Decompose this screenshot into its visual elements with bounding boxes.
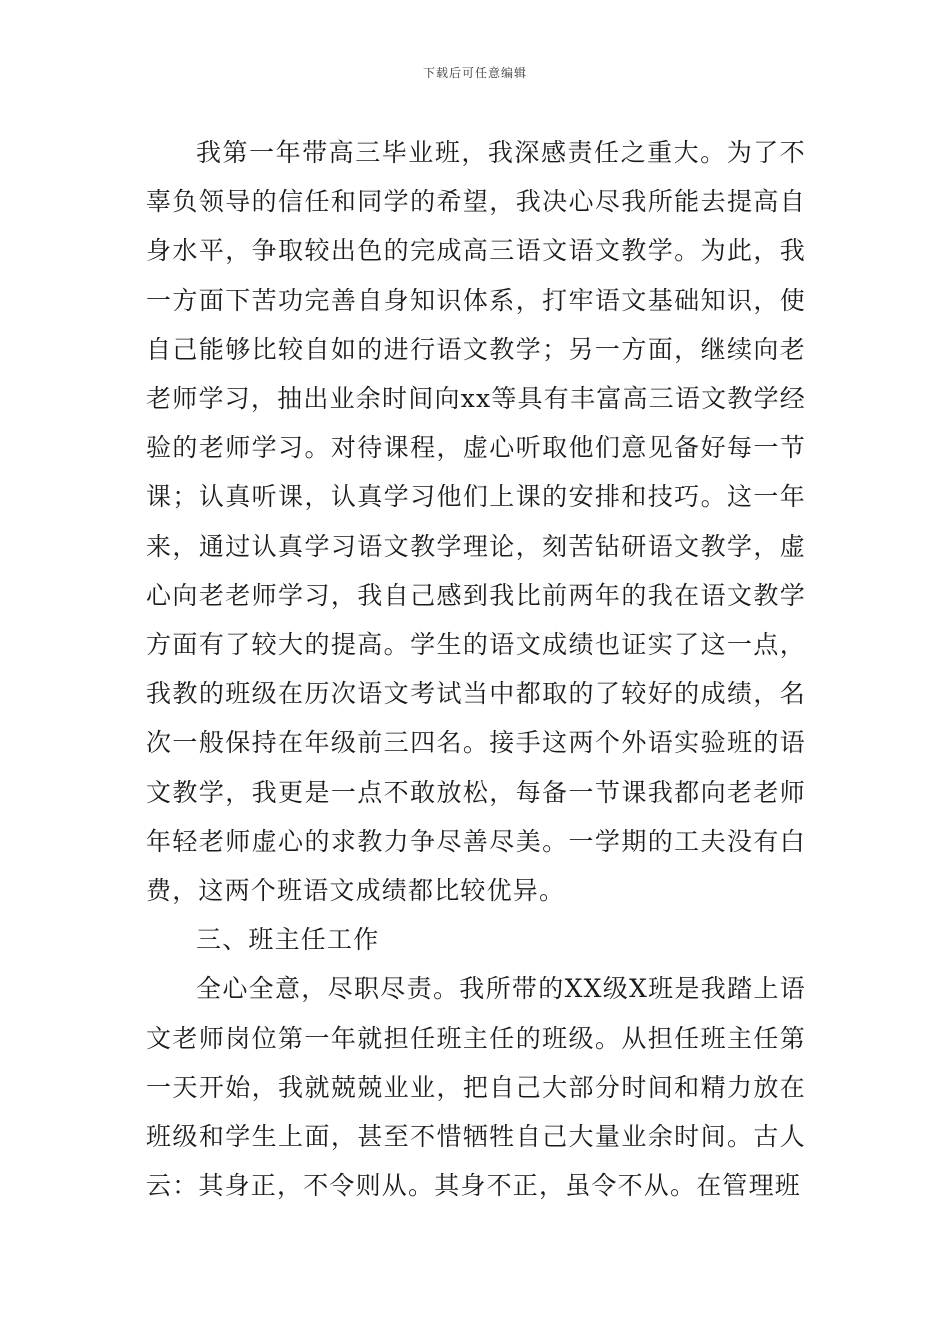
page-header-note: 下载后可任意编辑 bbox=[422, 66, 527, 80]
section-heading: 三、班主任工作 bbox=[196, 925, 380, 955]
document-body bbox=[146, 128, 806, 1210]
paragraph-class-teacher: 全心全意，尽职尽责。我所带的XX级X班是我踏上语文老师岗位第一年就担任班主任的班级。从担任班主任第一天开始，我就兢兢业业，把自己大部分时间和精力放在班级和学生上面，甚至不惜牺牲自己大量业余时间。古人云：其身正，不令则从。其身不正，虽令不从。在管理班 bbox=[146, 974, 806, 1201]
paragraph-teaching: 我第一年带高三毕业班，我深感责任之重大。为了不辜负领导的信任和同学的希望，我决心尽我所能去提高自身水平，争取较出色的完成高三语文语文教学。为此，我一方面下苦功完善自身知识体系，打牢语文基础知识，使自己能够比较自如的进行语文教学；另一方面，继续向老老师学习，抽出业余时间向xx等具有丰富高三语文教学经验的老师学习。对待课程，虚心听取他们意见备好每一节课；认真听课，认真学习他们上课的安排和技巧。这一年来，通过认真学习语文教学理论，刻苦钻研语文教学，虚心向老老师学习，我自己感到我比前两年的我在语文教学方面有了较大的提高。学生的语文成绩也证实了这一点，我教的班级在历次语文考试当中都取的了较好的成绩，名次一般保持在年级前三四名。接手这两个外语实验班的语文教学，我更是一点不敢放松，每备一节课我都向老老师年轻老师虚心的求教力争尽善尽美。一学期的工夫没有白费，这两个班语文成绩都比较优异。 bbox=[146, 138, 806, 906]
